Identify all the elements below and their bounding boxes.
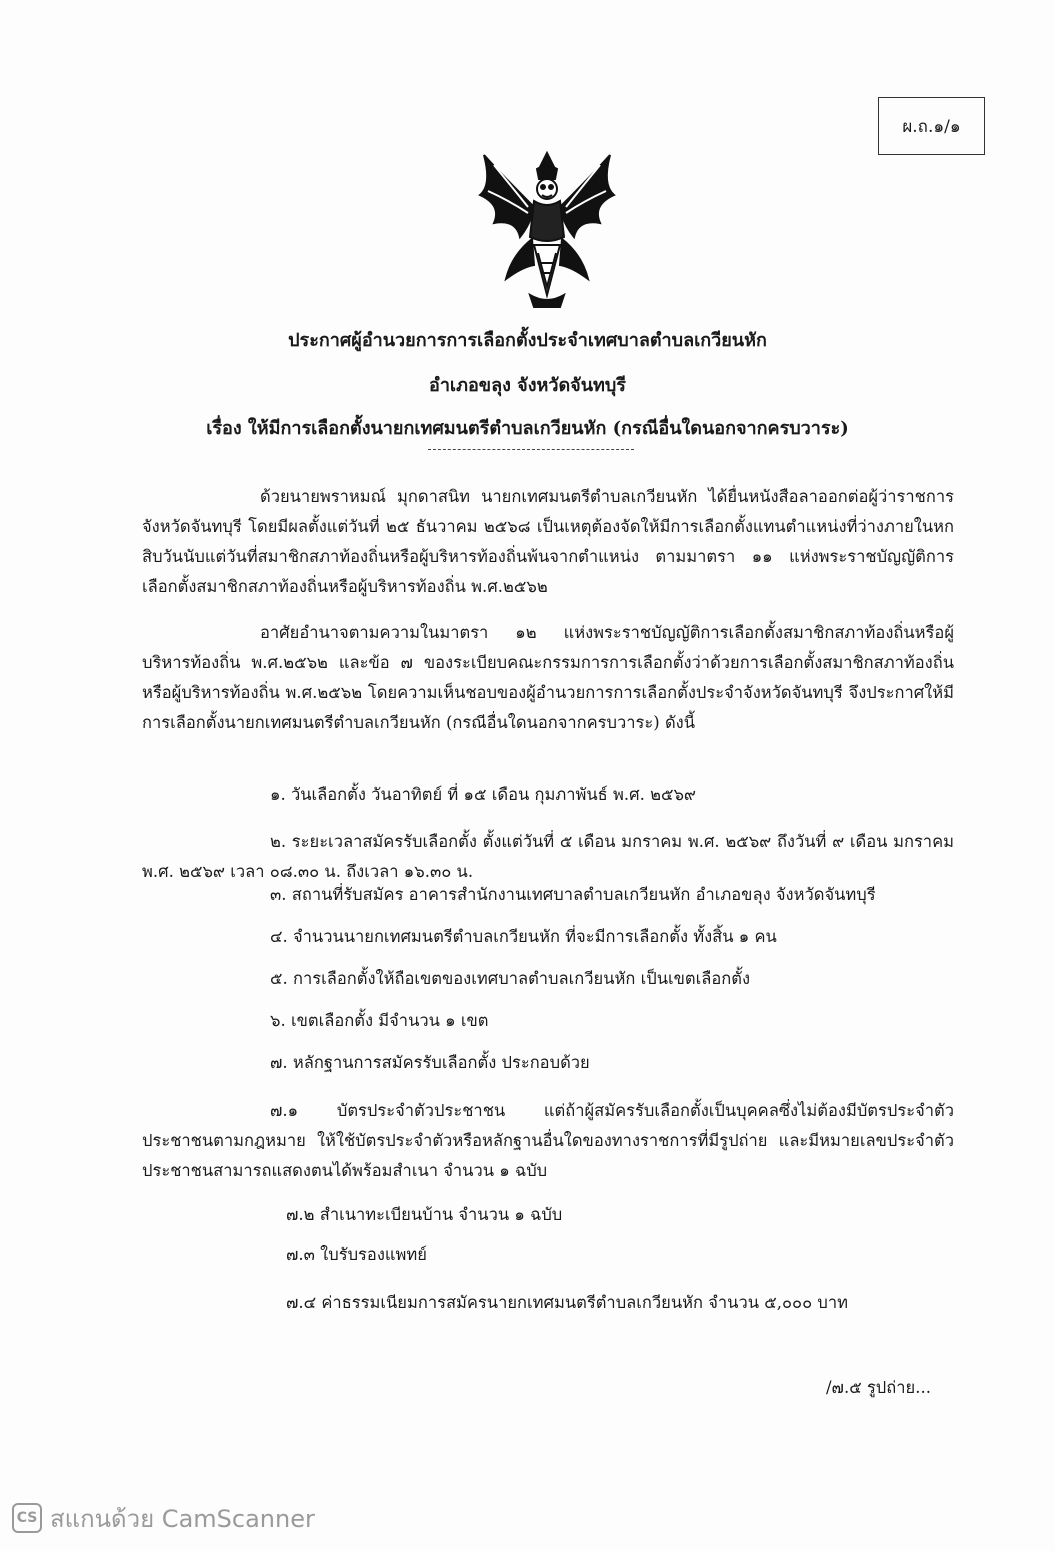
form-code: ผ.ถ.๑/๑ [902,116,961,137]
item-2: ๒. ระยะเวลาสมัครรับเลือกตั้ง ตั้งแต่วันที่ ๕ เดือน มกราคม พ.ศ. ๒๕๖๙ ถึงวันที่ ๙ เดือน มกราคม พ.ศ. ๒๕๖๙ เวลา ๐๘.๓๐ น. ถึงเวลา ๑๖.๓๐ น. [142,832,954,881]
paragraph-1: ด้วยนายพราหมณ์ มุกดาสนิท นายกเทศมนตรีตำบลเกวียนหัก ได้ยื่นหนังสือลาออกต่อผู้ว่าราชการจังหวัดจันทบุรี โดยมีผลตั้งแต่วันที่ ๒๕ ธันวาคม ๒๕๖๘ เป็นเหตุต้องจัดให้มีการเลือกตั้งแทนตำแหน่งที่ว่างภายในหกสิบวันนับแต่วันที่สมาชิกสภาท้องถิ่นหรือผู้บริหารท้องถิ่นพ้นจากตำแหน่ง ตามมาตรา ๑๑ แห่งพระราชบัญญัติการเลือกตั้งสมาชิกสภาท้องถิ่นหรือผู้บริหารท้องถิ่น พ.ศ.๒๕๖๒ [142,487,954,596]
camscanner-watermark [12,1500,315,1536]
item-7-1: ๗.๑ บัตรประจำตัวประชาชน แต่ถ้าผู้สมัครรับเลือกตั้งเป็นบุคคลซึ่งไม่ต้องมีบัตรประจำตัวประชาชนตามกฎหมาย ให้ใช้บัตรประจำตัวหรือหลักฐานอื่นใดของทางราชการที่มีรูปถ่าย และมีหมายเลขประจำตัวประชาชนสามารถแสดงตนได้พร้อมสำเนา จำนวน ๑ ฉบับ [142,1101,954,1180]
item-7-3: ๗.๓ ใบรับรองแพทย์ [286,1245,427,1264]
title-line-3: เรื่อง ให้มีการเลือกตั้งนายกเทศมนตรีตำบลเกวียนหัก (กรณีอื่นใดนอกจากครบวาระ) [206,418,849,439]
watermark-text: สแกนด้วย CamScanner [50,1504,315,1533]
form-code-box [878,97,985,155]
item-5: ๕. การเลือกตั้งให้ถือเขตของเทศบาลตำบลเกวียนหัก เป็นเขตเลือกตั้ง [270,969,751,988]
item-1: ๑. วันเลือกตั้ง วันอาทิตย์ ที่ ๑๕ เดือน กุมภาพันธ์ พ.ศ. ๒๕๖๙ [270,785,697,804]
title-line-1: ประกาศผู้อำนวยการการเลือกตั้งประจำเทศบาลตำบลเกวียนหัก [288,330,767,351]
garuda-emblem-icon [472,145,622,310]
item-7-4: ๗.๔ ค่าธรรมเนียมการสมัครนายกเทศมนตรีตำบลเกวียนหัก จำนวน ๕,๐๐๐ บาท [286,1293,849,1312]
item-3: ๓. สถานที่รับสมัคร อาคารสำนักงานเทศบาลตำบลเกวียนหัก อำเภอขลุง จังหวัดจันทบุรี [270,885,876,904]
continuation-note: /๗.๕ รูปถ่าย... [826,1378,931,1397]
item-7-2: ๗.๒ สำเนาทะเบียนบ้าน จำนวน ๑ ฉบับ [286,1205,563,1224]
item-4: ๔. จำนวนนายกเทศมนตรีตำบลเกวียนหัก ที่จะมีการเลือกตั้ง ทั้งสิ้น ๑ คน [270,927,777,946]
item-7: ๗. หลักฐานการสมัครรับเลือกตั้ง ประกอบด้วย [270,1053,590,1072]
item-6: ๖. เขตเลือกตั้ง มีจำนวน ๑ เขต [270,1011,489,1030]
title-line-2: อำเภอขลุง จังหวัดจันทบุรี [429,375,626,396]
paragraph-2: อาศัยอำนาจตามความในมาตรา ๑๒ แห่งพระราชบัญญัติการเลือกตั้งสมาชิกสภาท้องถิ่นหรือผู้บริหารท้องถิ่น พ.ศ.๒๕๖๒ และข้อ ๗ ของระเบียบคณะกรรมการการเลือกตั้งว่าด้วยการเลือกตั้งสมาชิกสภาท้องถิ่นหรือผู้บริหารท้องถิ่น พ.ศ.๒๕๖๒ โดยความเห็นชอบของผู้อำนวยการการเลือกตั้งประจำจังหวัดจันทบุรี จึงประกาศให้มีการเลือกตั้งนายกเทศมนตรีตำบลเกวียนหัก (กรณีอื่นใดนอกจากครบวาระ) ดังนี้ [142,623,954,732]
title-divider [428,449,634,450]
camscanner-logo-icon: CS [12,1503,42,1533]
